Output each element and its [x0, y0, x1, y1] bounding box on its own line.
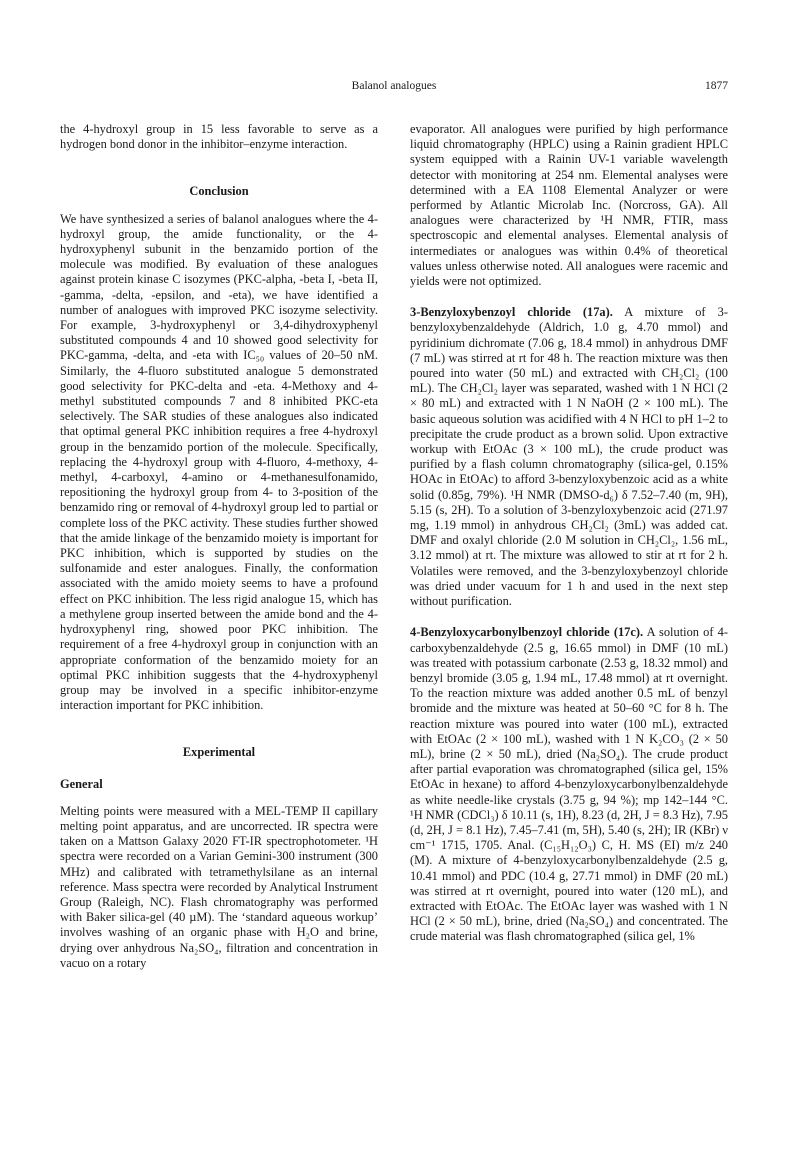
running-title: Balanol analogues	[351, 80, 437, 92]
continuation-paragraph: evaporator. All analogues were purified by high performance liquid chromatography (HPLC) using a Rainin gradient HPLC system equipped with a Rainin UV-1 variable wavelength detector with monitoring at 254 nm. Elemental analyses were determined with a EA 1108 Elemental Analyzer or were performed by Atlantic Microlab Inc. (Norcross, GA). All analogues were characterized by ¹H NMR, FTIR, mass spectroscopic and elemental analyses. Elemental analysis of intermediates or analogues was within 0.4% of theoretical values unless otherwise noted. All analogues were racemic and yields were not optimized.	[410, 122, 728, 289]
compound-17a-paragraph	[410, 305, 728, 609]
compound-17a-title: 3-Benzyloxybenzoyl chloride (17a).	[410, 305, 613, 320]
compound-17a-text: A mixture of 3-benzyloxybenzaldehyde (Aldrich, 1.0 g, 4.70 mmol) and pyridinium dichromate (7.06 g, 18.4 mmol) in anhydrous DMF (7 mL) was stirred at rt for 48 h. The reaction mixture was then poured into water (50 mL) and extracted with CH₂Cl₂ (100 mL). The CH₂Cl₂ layer was separated, washed with 1 N HCl (2 × 80 mL) and extracted with 1 N NaOH (2 × 100 mL). The basic aqueous solution was acidified with 4 N HCl to pH 1–2 to precipitate the crude product as a brown solid. Upon extractive workup with EtOAc (3 × 100 mL), the crude product was purified by a flash column chromatography (silica-gel, 0.15% HOAc in EtOAc) to afford 3-benzyloxybenzoic acid as a white solid (0.85g, 79%). ¹H NMR (DMSO-d₆) δ 7.52–7.40 (m, 9H), 5.15 (s, 2H). To a solution of 3-benzyloxybenzoic acid (271.97 mg, 1.19 mmol) in anhydrous CH₂Cl₂ (3mL) was added cat. DMF and oxalyl chloride (2.0 M solution in CH₂Cl₂, 1.56 mL, 3.12 mmol) at rt. The mixture was allowed to stir at rt for 2 h. Volatiles were removed, and the 3-benzyloxybenzoyl chloride was dried under vacuum for 1 h and used in the next step without purification.	[410, 305, 728, 609]
conclusion-heading: Conclusion	[189, 184, 249, 199]
compound-17c-paragraph	[410, 625, 728, 944]
general-paragraph: Melting points were measured with a MEL-TEMP II capillary melting point apparatus, and are uncorrected. IR spectra were taken on a Mattson Galaxy 2020 FT-IR spectrophotometer. ¹H spectra were recorded on a Varian Gemini-300 instrument (300 MHz) and calibrated with tetramethylsilane as an internal reference. Mass spectra were recorded by Analytical Instrument Group (Raleigh, NC). Flash chromatography was performed with Baker silica-gel (40 µM). The ‘standard aqueous workup’ involves washing of an organic phase with H₂O and brine, drying over anhydrous Na₂SO₄, filtration and concentration in vacuo on a rotary	[60, 803, 378, 970]
right-column	[410, 122, 728, 945]
compound-17c-text: A solution of 4-carboxybenzaldehyde (2.5 g, 16.65 mmol) in DMF (10 mL) was treated with potassium carbonate (2.53 g, 18.32 mmol) and benzyl bromide (3.05 g, 1.94 mL, 17.48 mmol) at rt overnight. To the reaction mixture was added another 0.5 mL of benzyl bromide and the mixture was heated at 50–60 °C for 8 h. The reaction mixture was poured into water (100 mL), extracted with EtOAc (2 × 100 mL), washed with 1 N K₂CO₃ (2 × 50 mL), brine (2 × 50 mL), dried (Na₂SO₄). The crude product after partial evaporation was chromatographed (silica gel, 15% EtOAc in hexane) to afford 4-benzyloxycarbonylbenzaldehyde as white needle-like crystals (3.75 g, 94 %); mp 142–144 °C. ¹H NMR (CDCl₃) δ 10.11 (s, 1H), 8.23 (d, 2H, J = 8.3 Hz), 7.95 (d, 2H, J = 8.1 Hz), 7.45–7.41 (m, 5H), 5.40 (s, 2H); IR (KBr) ν cm⁻¹ 1715, 1705. Anal. (C₁₅H₁₂O₃) C, H. MS (EI) m/z 240 (M). A mixture of 4-benzyloxycarbonylbenzaldehyde (2.5 g, 10.41 mmol) and PDC (10.4 g, 27.71 mmol) in DMF (20 mL) was stirred at rt overnight, poured into water (120 mL), and extracted with EtOAc. The EtOAc layer was washed with 1 N HCl (2 × 50 mL), brine, dried (Na₂SO₄) and concentrated. The crude material was flash chromatographed (silica gel, 1%	[410, 625, 728, 944]
experimental-heading: Experimental	[182, 745, 256, 760]
intro-paragraph: the 4-hydroxyl group in 15 less favorable to serve as a hydrogen bond donor in the inhibitor–enzyme interaction.	[60, 122, 378, 152]
left-column	[60, 122, 378, 971]
compound-17c-title: 4-Benzyloxycarbonylbenzoyl chloride (17c).	[410, 625, 644, 640]
page-number: 1877	[705, 80, 728, 92]
conclusion-paragraph: We have synthesized a series of balanol analogues where the 4-hydroxyl group, the amide functionality, or the 4-hydroxyphenyl subunit in the benzamido portion of the molecule was modified. By evaluation of these analogues against protein kinase C isozymes (PKC-alpha, -beta I, -beta II, -gamma, -delta, -epsilon, and -eta), we have identified a number of analogues with improved PKC isozyme selectivity. For example, 3-hydroxyphenyl or 3,4-dihydroxyphenyl substituted compounds 4 and 10 showed good selectivity for PKC-gamma, -delta, and -eta with IC₅₀ values of 20–50 nM. Similarly, the 4-fluoro substituted analogue 5 demonstrated good selectivity for PKC-delta and -eta. 4-Methoxy and 4-methyl substituted compounds 7 and 8 inhibited PKC-eta selectively. The SAR studies of these analogues also indicated that optimal general PKC inhibition requires a free 4-hydroxyl group in the benzamido portion of the molecule. Specifically, replacing the 4-hydroxyl group with 4-fluoro, 4-methoxy, 4-methyl, 4-carboxyl, 4-amino or 4-methanesulfonamido, repositioning the hydroxyl group from 4- to 3-position of the benzamido ring or removal of 4-hydroxyl group led to partial or complete loss of the PKC activity. These studies further showed that the amide linkage of the benzamido moiety is important for PKC inhibition, which is supported by studies on the sulfonamide and ester analogues. Finally, the conformation associated with the amido moiety seems to have a profound effect on PKC inhibition. The less rigid analogue 15, which has a methylene group inserted between the amide bond and the 4-hydroxyphenyl ring, showed poor PKC inhibition. The requirement of a free 4-hydroxyl group in conjunction with an appropriate conformation of the benzamido moiety for an optimal PKC inhibition suggests that the 4-hydroxyphenyl group may be involved in a specific inhibitor-enzyme interaction important for PKC inhibition.	[60, 211, 378, 713]
general-heading: General	[60, 776, 103, 791]
